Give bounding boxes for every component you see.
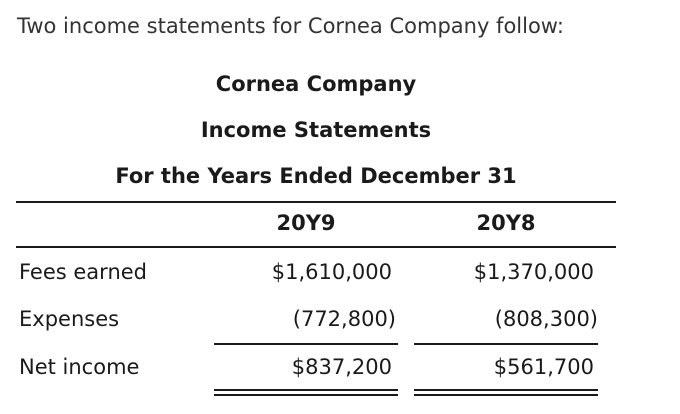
intro-text: Two income statements for Cornea Company follow:	[17, 14, 564, 38]
statement-title: Income Statements	[200, 118, 432, 142]
net-income-20y8: $561,700	[493, 355, 594, 379]
header-rule	[16, 246, 616, 248]
row-label-expenses: Expenses	[19, 307, 120, 331]
fees-earned-20y9: $1,610,000	[271, 260, 392, 284]
table-top-rule	[16, 201, 616, 203]
column-header-20y9: 20Y9	[276, 211, 336, 235]
row-label-fees-earned: Fees earned	[19, 260, 147, 284]
subtotal-rule-20y8	[414, 343, 598, 345]
net-income-20y9: $837,200	[291, 355, 392, 379]
double-rule-20y9	[214, 389, 398, 396]
expenses-20y9: (772,800)	[292, 307, 396, 331]
subtotal-rule-20y9	[214, 343, 398, 345]
statement-period: For the Years Ended December 31	[115, 164, 517, 188]
company-name: Cornea Company	[215, 72, 417, 96]
double-rule-20y8	[414, 389, 598, 396]
fees-earned-20y8: $1,370,000	[473, 260, 594, 284]
column-header-20y8: 20Y8	[476, 211, 536, 235]
row-label-net-income: Net income	[19, 355, 140, 379]
expenses-20y8: (808,300)	[494, 307, 598, 331]
